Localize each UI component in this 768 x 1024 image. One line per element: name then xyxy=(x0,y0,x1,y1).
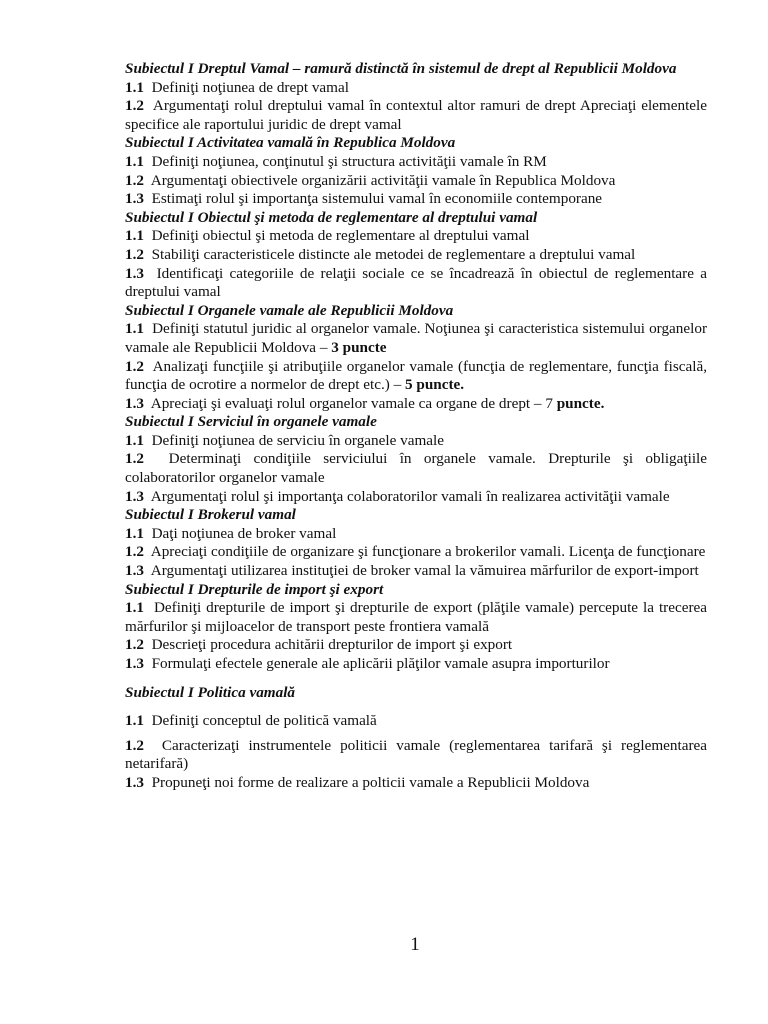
section-heading: Subiectul I Drepturile de import şi export xyxy=(125,580,384,598)
question-number: 1.1 xyxy=(125,599,144,617)
question-points: puncte. xyxy=(556,394,605,412)
question-text: Caracterizaţi instrumentele politicii vamale (reglementarea tarifară şi reglementarea netarifară) xyxy=(125,736,708,773)
question-text: Formulaţi efectele generale ale aplicării plăţilor vamale asupra importurilor xyxy=(151,655,610,672)
question-item xyxy=(125,737,707,774)
section-heading: Subiectul I Dreptul Vamal – ramură distinctă în sistemul de drept al Republicii Moldova xyxy=(125,60,677,77)
section-heading: Subiectul I Politica vamală xyxy=(125,683,296,701)
section-activitatea-vamala xyxy=(125,134,707,208)
question-text: Daţi noţiunea de broker vamal xyxy=(151,524,337,542)
question-number: 1.1 xyxy=(125,227,144,245)
section-heading: Subiectul I Organele vamale ale Republicii Moldova xyxy=(125,301,454,319)
section-heading: Subiectul I Activitatea vamală în Republica Moldova xyxy=(125,134,456,152)
section-heading: Subiectul I Brokerul vamal xyxy=(125,506,296,524)
question-number: 1.1 xyxy=(125,524,144,542)
question-item xyxy=(125,172,707,191)
question-text: Argumentaţi rolul dreptului vamal în contextul altor ramuri de drept Apreciaţi elementele specifice ale raportului juridic de drept vamal xyxy=(125,97,707,133)
question-number: 1.2 xyxy=(125,543,144,561)
question-number: 1.2 xyxy=(125,736,144,754)
question-text: Descrieţi procedura achitării drepturilor de import şi export xyxy=(151,636,513,654)
question-number: 1.3 xyxy=(125,190,144,208)
question-item xyxy=(125,395,707,414)
question-item xyxy=(125,488,707,507)
question-item xyxy=(125,712,707,731)
section-serviciul xyxy=(125,413,707,506)
question-text: Definiţi drepturile de import şi drepturile de export (plăţile vamale) percepute la trecerea mărfurilor şi mijloacelor de transport peste frontiera vamală xyxy=(125,599,707,635)
question-item xyxy=(125,525,707,544)
question-number: 1.2 xyxy=(125,450,144,468)
section-heading: Subiectul I Obiectul şi metoda de reglementare al dreptului vamal xyxy=(125,208,538,226)
section-politica-vamala xyxy=(125,684,707,793)
question-points: 5 puncte. xyxy=(405,376,465,394)
question-number: 1.3 xyxy=(125,562,144,580)
question-number: 1.2 xyxy=(125,357,144,375)
question-item xyxy=(125,97,707,134)
question-number: 1.2 xyxy=(125,171,144,189)
question-text: Argumentaţi rolul şi importanţa colaboratorilor vamali în realizarea activităţii vamale xyxy=(150,487,670,505)
question-text: Definiţi conceptul de politică vamală xyxy=(151,712,377,730)
question-number: 1.2 xyxy=(125,97,144,115)
question-item xyxy=(125,320,707,357)
question-item xyxy=(125,450,707,487)
question-number: 1.3 xyxy=(125,487,144,505)
question-item xyxy=(125,599,707,636)
question-item xyxy=(125,190,707,209)
question-text: Apreciaţi şi evaluaţi rolul organelor vamale ca organe de drept – 7 xyxy=(150,394,557,412)
question-number: 1.1 xyxy=(125,78,144,96)
question-item xyxy=(125,79,707,98)
question-text: Propuneţi noi forme de realizare a polticii vamale a Republicii Moldova xyxy=(151,773,590,791)
question-number: 1.2 xyxy=(125,245,144,263)
question-item xyxy=(125,358,707,395)
question-text: Estimaţi rolul şi importanţa sistemului vamal în economiile contemporane xyxy=(151,190,603,208)
page-number: 1 xyxy=(410,934,420,955)
question-text: Argumentaţi obiectivele organizării activităţii vamale în Republica Moldova xyxy=(150,171,616,189)
question-number: 1.3 xyxy=(125,773,144,791)
question-number: 1.3 xyxy=(125,264,144,282)
section-brokerul-vamal xyxy=(125,506,707,580)
question-item xyxy=(125,227,707,246)
question-item xyxy=(125,153,707,172)
question-text: Definiţi noţiunea de drept vamal xyxy=(151,78,349,96)
question-text: Definiţi obiectul şi metoda de reglementare al dreptului vamal xyxy=(151,227,530,245)
question-text: Argumentaţi utilizarea instituţiei de broker vamal la vămuirea mărfurilor de export-import xyxy=(150,562,699,580)
question-number: 1.3 xyxy=(125,655,144,672)
question-number: 1.1 xyxy=(125,152,144,170)
section-heading: Subiectul I Serviciul în organele vamale xyxy=(125,413,377,431)
question-item xyxy=(125,655,707,674)
question-text: Definiţi noţiunea de serviciu în organele vamale xyxy=(151,431,444,449)
question-text: Stabiliţi caracteristicele distincte ale metodei de reglementare a dreptului vamal xyxy=(151,245,636,263)
section-dreptul-vamal xyxy=(125,60,707,134)
question-text: Definiţi statutul juridic al organelor vamale. Noţiunea şi caracteristica sistemului organelor vamale ale Republicii Moldova – xyxy=(125,320,707,356)
question-text: Definiţi noţiunea, conţinutul şi structura activităţii vamale în RM xyxy=(151,152,547,170)
question-text: Identificaţi categoriile de relaţii sociale ce se încadrează în obiectul de reglementare a dreptului vamal xyxy=(125,264,707,301)
section-obiectul-metoda xyxy=(125,209,707,302)
question-text: Analizaţi funcţiile şi atribuţiile organelor vamale (funcţia de reglementare, funcţia fiscală, funcţia de ocrotire a normelor de drept etc.) – xyxy=(125,357,707,394)
question-points: 3 puncte xyxy=(331,338,387,356)
question-item xyxy=(125,562,707,581)
question-item xyxy=(125,265,707,302)
question-item xyxy=(125,543,707,562)
document-page xyxy=(125,60,707,793)
question-number: 1.1 xyxy=(125,320,144,338)
question-text: Apreciaţi condiţiile de organizare şi funcţionare a brokerilor vamali. Licenţa de funcţionare xyxy=(150,543,706,561)
question-number: 1.3 xyxy=(125,394,144,412)
question-item xyxy=(125,774,707,793)
question-item xyxy=(125,636,707,655)
question-text: Determinaţi condiţiile serviciului în organele vamale. Drepturile şi obligaţiile colaboratorilor organelor vamale xyxy=(125,450,708,487)
question-number: 1.1 xyxy=(125,712,144,730)
question-item xyxy=(125,432,707,451)
section-organele-vamale xyxy=(125,302,707,414)
question-number: 1.2 xyxy=(125,636,144,654)
question-number: 1.1 xyxy=(125,431,144,449)
question-item xyxy=(125,246,707,265)
section-drepturile-import-export xyxy=(125,581,707,674)
